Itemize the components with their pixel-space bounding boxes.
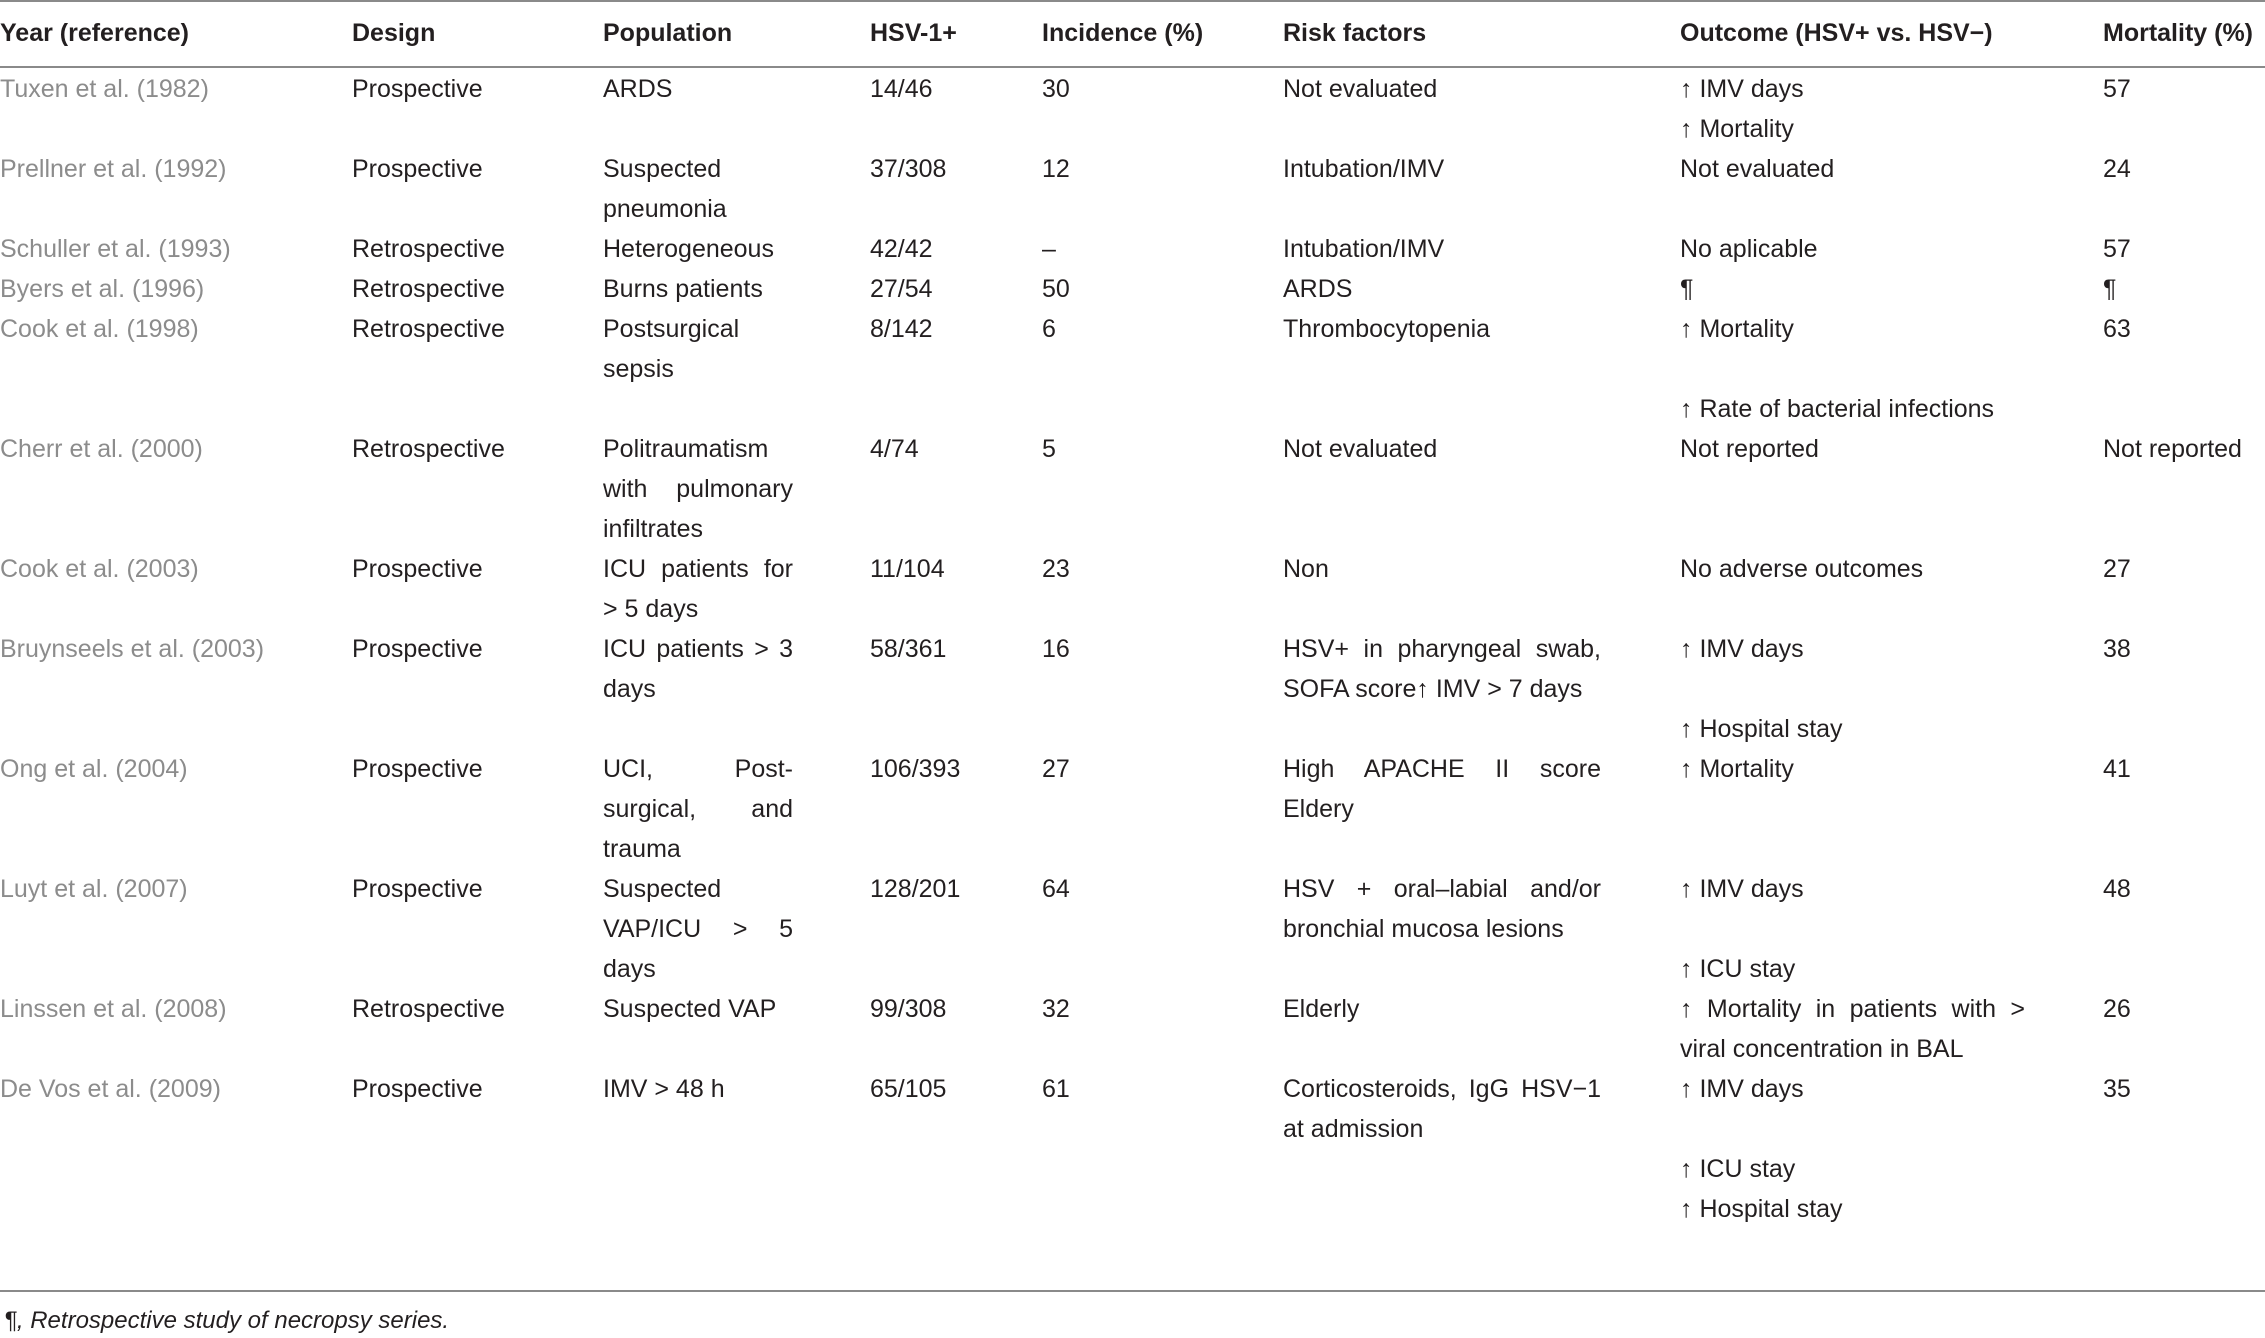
cell-reference: Cherr et al. (2000) <box>0 435 203 463</box>
cell-reference: Schuller et al. (1993) <box>0 235 231 263</box>
population-text: ARDS <box>603 75 673 103</box>
outcome-line: ↑ IMV days <box>1680 635 1804 663</box>
outcome-lines <box>1680 269 2025 309</box>
cell-design: Prospective <box>352 75 483 103</box>
risk-text: Corticosteroids, IgG HSV−1 at admission <box>1283 1075 1601 1143</box>
outcome-line: No adverse outcomes <box>1680 555 1924 583</box>
outcome-lines <box>1680 309 2025 429</box>
cell-mortality: 57 <box>2103 75 2131 103</box>
cell-outcome <box>1680 229 2103 269</box>
cell-reference: Bruynseels et al. (2003) <box>0 635 265 663</box>
cell-reference: Byers et al. (1996) <box>0 275 205 303</box>
cell-reference: Cook et al. (2003) <box>0 555 199 583</box>
risk-text: High APACHE II score Eldery <box>1283 755 1601 823</box>
cell-design: Prospective <box>352 755 483 783</box>
bottom-rule <box>0 1290 2265 1292</box>
outcome-line: ↑ ICU stay <box>1680 955 1796 983</box>
table-header <box>0 0 2265 67</box>
cell-outcome <box>1680 749 2103 869</box>
cell-risk-factors <box>1283 229 1680 269</box>
outcome-line: No aplicable <box>1680 235 1818 263</box>
cell-incidence: 64 <box>1042 875 1070 903</box>
population-text: ICU patients for > 5 days <box>603 555 793 623</box>
cell-hsv-positive: 106/393 <box>870 755 961 783</box>
header-mortality: Mortality (%) <box>2103 0 2265 67</box>
cell-risk-factors <box>1283 429 1680 549</box>
cell-population <box>603 869 870 989</box>
header-reference: Year (reference) <box>0 0 352 67</box>
cell-design: Retrospective <box>352 435 505 463</box>
cell-incidence: 23 <box>1042 555 1070 583</box>
population-text: Heterogeneous <box>603 235 774 263</box>
header-risk-factors: Risk factors <box>1283 0 1680 67</box>
outcome-lines <box>1680 629 2025 749</box>
cell-mortality: 24 <box>2103 155 2131 183</box>
table-row <box>0 149 2265 229</box>
header-row <box>0 0 2265 67</box>
cell-population <box>603 269 870 309</box>
table-row <box>0 269 2265 309</box>
outcome-lines <box>1680 869 2025 989</box>
population-text: Suspected VAP <box>603 995 777 1023</box>
cell-design: Prospective <box>352 635 483 663</box>
cell-outcome <box>1680 989 2103 1069</box>
table-row <box>0 549 2265 629</box>
cell-hsv-positive: 128/201 <box>870 875 961 903</box>
outcome-spacer <box>1680 349 2025 389</box>
cell-incidence: 5 <box>1042 435 1056 463</box>
cell-mortality: 63 <box>2103 315 2131 343</box>
cell-incidence: 16 <box>1042 635 1070 663</box>
outcome-lines <box>1680 229 2025 269</box>
cell-risk-factors <box>1283 309 1680 429</box>
cell-population <box>603 309 870 429</box>
risk-text: ARDS <box>1283 275 1353 303</box>
cell-mortality: 57 <box>2103 235 2131 263</box>
outcome-spacer <box>1680 909 2025 949</box>
cell-reference: Cook et al. (1998) <box>0 315 199 343</box>
header-hsv: HSV-1+ <box>870 0 1042 67</box>
cell-reference: Luyt et al. (2007) <box>0 875 188 903</box>
outcome-line: ↑ Mortality <box>1680 755 1794 783</box>
risk-text: Not evaluated <box>1283 435 1438 463</box>
outcome-line: ↑ Rate of bacterial infections <box>1680 395 1995 423</box>
cell-outcome <box>1680 629 2103 749</box>
cell-population <box>603 989 870 1069</box>
cell-population <box>603 629 870 749</box>
outcome-lines <box>1680 149 2025 189</box>
cell-incidence: 61 <box>1042 1075 1070 1103</box>
cell-hsv-positive: 11/104 <box>870 555 945 583</box>
outcome-lines <box>1680 1069 2025 1229</box>
outcome-lines <box>1680 549 2025 589</box>
outcome-lines <box>1680 749 2025 789</box>
cell-incidence: 27 <box>1042 755 1070 783</box>
cell-incidence: 30 <box>1042 75 1070 103</box>
outcome-line: Not reported <box>1680 435 1819 463</box>
outcome-line: ↑ Hospital stay <box>1680 715 1843 743</box>
cell-population <box>603 429 870 549</box>
cell-outcome <box>1680 869 2103 989</box>
risk-text: Thrombocytopenia <box>1283 315 1491 343</box>
outcome-line: ↑ Mortality <box>1680 315 1794 343</box>
cell-population <box>603 549 870 629</box>
cell-reference: Tuxen et al. (1982) <box>0 75 209 103</box>
cell-outcome <box>1680 309 2103 429</box>
table-row <box>0 67 2265 149</box>
risk-text: Non <box>1283 555 1329 583</box>
cell-mortality: 41 <box>2103 755 2131 783</box>
cell-risk-factors <box>1283 549 1680 629</box>
outcome-line: ↑ Hospital stay <box>1680 1195 1843 1223</box>
cell-design: Prospective <box>352 155 483 183</box>
cell-outcome <box>1680 149 2103 229</box>
table-footnote: ¶, Retrospective study of necropsy series. <box>4 1307 450 1334</box>
header-design: Design <box>352 0 603 67</box>
cell-incidence: – <box>1042 235 1056 263</box>
risk-text: HSV + oral–labial and/or bronchial mucosa lesions <box>1283 875 1601 943</box>
header-incidence: Incidence (%) <box>1042 0 1283 67</box>
risk-text: Intubation/IMV <box>1283 235 1445 263</box>
cell-risk-factors <box>1283 869 1680 989</box>
cell-hsv-positive: 65/105 <box>870 1075 947 1103</box>
outcome-line: ↑ Mortality in patients with > viral concentration in BAL <box>1680 995 2025 1063</box>
cell-risk-factors <box>1283 1069 1680 1229</box>
cell-incidence: 12 <box>1042 155 1070 183</box>
cell-hsv-positive: 27/54 <box>870 275 933 303</box>
cell-hsv-positive: 99/308 <box>870 995 947 1023</box>
cell-incidence: 32 <box>1042 995 1070 1023</box>
header-outcome: Outcome (HSV+ vs. HSV−) <box>1680 0 2103 67</box>
cell-mortality: Not reported <box>2103 435 2242 463</box>
cell-mortality: 35 <box>2103 1075 2131 1103</box>
table-row <box>0 429 2265 549</box>
cell-risk-factors <box>1283 269 1680 309</box>
outcome-line: ¶ <box>1680 275 1694 303</box>
cell-reference: Prellner et al. (1992) <box>0 155 227 183</box>
outcome-line: ↑ IMV days <box>1680 75 1804 103</box>
risk-text: Not evaluated <box>1283 75 1438 103</box>
cell-hsv-positive: 14/46 <box>870 75 933 103</box>
cell-reference: Ong et al. (2004) <box>0 755 188 783</box>
outcome-lines <box>1680 69 2025 149</box>
population-text: ICU patients > 3 days <box>603 635 793 703</box>
outcome-lines <box>1680 989 2025 1069</box>
cell-mortality: 27 <box>2103 555 2131 583</box>
risk-text: HSV+ in pharyngeal swab, SOFA score↑ IMV > 7 days <box>1283 635 1601 703</box>
cell-design: Retrospective <box>352 995 505 1023</box>
population-text: UCI, Post-surgical, and trauma <box>603 755 793 863</box>
risk-text: Intubation/IMV <box>1283 155 1445 183</box>
outcome-line: ↑ ICU stay <box>1680 1155 1796 1183</box>
population-text: Politraumatism with pulmonary infiltrates <box>603 435 793 543</box>
cell-reference: Linssen et al. (2008) <box>0 995 227 1023</box>
table-row <box>0 629 2265 749</box>
cell-reference: De Vos et al. (2009) <box>0 1075 221 1103</box>
population-text: IMV > 48 h <box>603 1075 725 1103</box>
cell-hsv-positive: 37/308 <box>870 155 947 183</box>
cell-outcome <box>1680 549 2103 629</box>
cell-population <box>603 749 870 869</box>
table-row <box>0 989 2265 1069</box>
cell-mortality: ¶ <box>2103 275 2117 303</box>
header-population: Population <box>603 0 870 67</box>
cell-design: Retrospective <box>352 275 505 303</box>
outcome-line: ↑ IMV days <box>1680 1075 1804 1103</box>
cell-population <box>603 1069 870 1229</box>
outcome-line: ↑ Mortality <box>1680 115 1794 143</box>
outcome-line: ↑ IMV days <box>1680 875 1804 903</box>
table-row <box>0 749 2265 869</box>
population-text: Postsurgical sepsis <box>603 315 740 383</box>
population-text: Suspected pneumonia <box>603 155 727 223</box>
cell-population <box>603 149 870 229</box>
cell-design: Prospective <box>352 875 483 903</box>
population-text: Burns patients <box>603 275 763 303</box>
cell-population <box>603 229 870 269</box>
table-row <box>0 1069 2265 1229</box>
population-text: Suspected VAP/ICU > 5 days <box>603 875 793 983</box>
cell-risk-factors <box>1283 989 1680 1069</box>
cell-outcome <box>1680 67 2103 149</box>
cell-outcome <box>1680 1069 2103 1229</box>
cell-outcome <box>1680 429 2103 549</box>
cell-design: Prospective <box>352 1075 483 1103</box>
cell-incidence: 6 <box>1042 315 1056 343</box>
table-row <box>0 309 2265 429</box>
cell-incidence: 50 <box>1042 275 1070 303</box>
table-body <box>0 67 2265 1229</box>
table-row <box>0 869 2265 989</box>
outcome-spacer <box>1680 1109 2025 1149</box>
cell-mortality: 38 <box>2103 635 2131 663</box>
table-row <box>0 229 2265 269</box>
cell-risk-factors <box>1283 149 1680 229</box>
outcome-spacer <box>1680 669 2025 709</box>
risk-text: Elderly <box>1283 995 1360 1023</box>
cell-risk-factors <box>1283 629 1680 749</box>
cell-mortality: 26 <box>2103 995 2131 1023</box>
outcome-lines <box>1680 429 2025 469</box>
cell-outcome <box>1680 269 2103 309</box>
cell-risk-factors <box>1283 67 1680 149</box>
cell-design: Retrospective <box>352 235 505 263</box>
outcome-line: Not evaluated <box>1680 155 1835 183</box>
cell-hsv-positive: 42/42 <box>870 235 933 263</box>
cell-design: Prospective <box>352 555 483 583</box>
cell-design: Retrospective <box>352 315 505 343</box>
cell-hsv-positive: 4/74 <box>870 435 919 463</box>
cell-hsv-positive: 8/142 <box>870 315 933 343</box>
cell-hsv-positive: 58/361 <box>870 635 947 663</box>
cell-population <box>603 67 870 149</box>
cell-mortality: 48 <box>2103 875 2131 903</box>
cell-risk-factors <box>1283 749 1680 869</box>
